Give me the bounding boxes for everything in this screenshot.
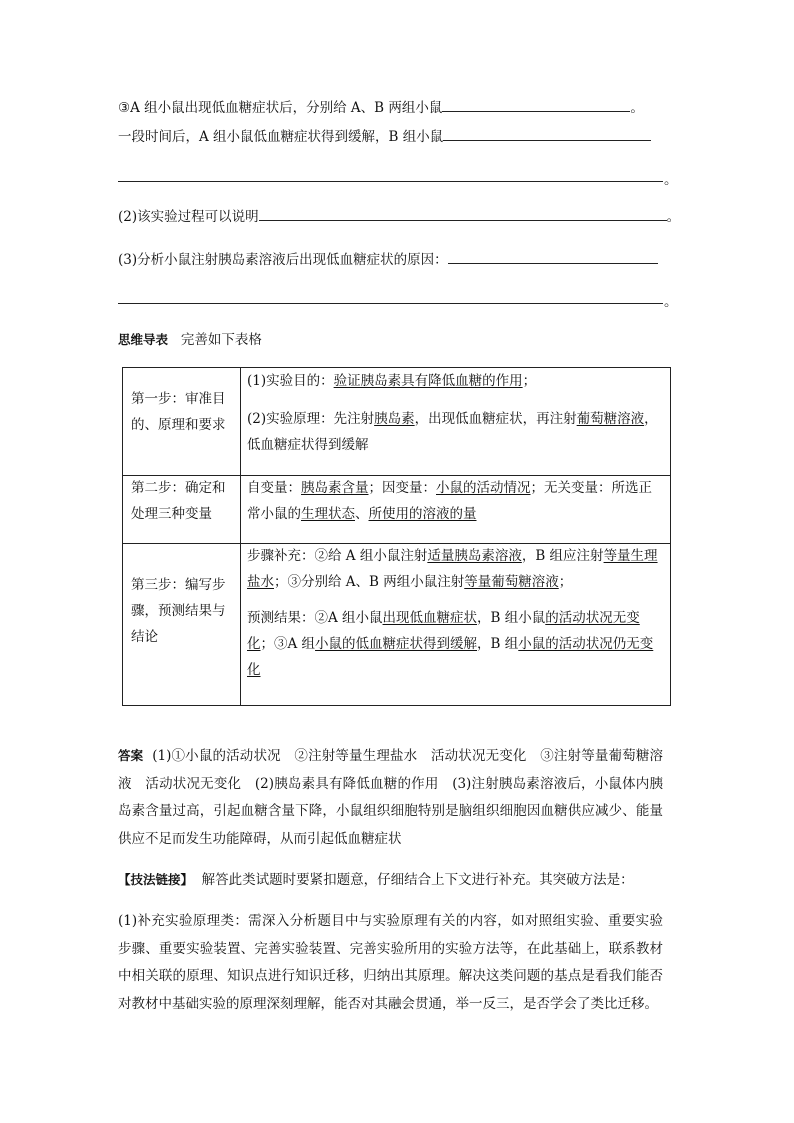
table-step-label: 第三步：编写步骤，预测结果与结论 bbox=[131, 577, 226, 645]
answer-blank[interactable] bbox=[259, 206, 667, 221]
answer-blank[interactable] bbox=[448, 249, 658, 264]
question-line: ③A 组小鼠出现低血糖症状后，分别给 A、B 两组小鼠 。 bbox=[118, 96, 644, 116]
table-row-content: (1)实验目的：验证胰岛素具有降低血糖的作用； (2)实验原理：先注射胰岛素，出现低血糖症状，再注射葡萄糖溶液，低血糖症状得到缓解 bbox=[247, 373, 658, 453]
answer-blank[interactable] bbox=[118, 180, 663, 182]
tip-line: 【技法链接】 解答此类试题时要紧扣题意，仔细结合上下文进行补充。其突破方法是： bbox=[118, 872, 634, 888]
table-row-content: 步骤补充：②给 A 组小鼠注射适量胰岛素溶液，B 组应注射等量生理盐水；③分别给 A、B 两组小鼠注射等量葡萄糖溶液； 预测结果：②A 组小鼠出现低血糖症状，B 组小鼠的活动状况无变化；③A 组小鼠的低血糖症状得到缓解，B 组小鼠的活动状况仍无变化 bbox=[247, 548, 658, 678]
answer-blank[interactable] bbox=[118, 302, 663, 304]
answer-paragraph: 答案 (1)①小鼠的活动状况 ②注射等量生理盐水 活动状况无变化 ③注射等量葡萄糖溶液 活动状况无变化 (2)胰岛素具有降低血糖的作用 (3)注射胰岛素溶液后，小鼠体内胰岛素含量过高，引起血糖含量下降，小鼠组织细胞特别是脑组织细胞因血糖供应减少、能量供应不足而发生功能障碍，从而引起低血糖症状 bbox=[118, 748, 663, 847]
table-row-content: 自变量：胰岛素含量；因变量：小鼠的活动情况；无关变量：所选正常小鼠的生理状态、所使用的溶液的量 bbox=[247, 480, 652, 522]
table-divider bbox=[240, 368, 241, 705]
table-step-label: 第二步：确定和处理三种变量 bbox=[131, 480, 226, 522]
mindmap-heading: 思维导表 完善如下表格 bbox=[118, 332, 262, 348]
question-line: 一段时间后，A 组小鼠低血糖症状得到缓解，B 组小鼠 bbox=[118, 125, 651, 145]
question-line: (3)分析小鼠注射胰岛素溶液后出现低血糖症状的原因： bbox=[118, 248, 658, 268]
table-step-label: 第一步：审准目的、原理和要求 bbox=[131, 391, 226, 433]
method-paragraph: (1)补充实验原理类：需深入分析题目中与实验原理有关的内容，如对照组实验、重要实验步骤、重要实验装置、完善实验装置、完善实验所用的实验方法等，在此基础上，联系教材中相关联的原理、知识点进行知识迁移，归纳出其原理。解决这类问题的基点是看我们能否对教材中基础实验的原理深刻理解，能否对其融会贯通，举一反三，是否学会了类比迁移。 bbox=[118, 913, 663, 1012]
question-line: (2)该实验过程可以说明 。 bbox=[118, 205, 680, 225]
summary-table bbox=[122, 367, 671, 706]
answer-blank[interactable] bbox=[443, 126, 651, 141]
answer-blank[interactable] bbox=[442, 97, 630, 112]
